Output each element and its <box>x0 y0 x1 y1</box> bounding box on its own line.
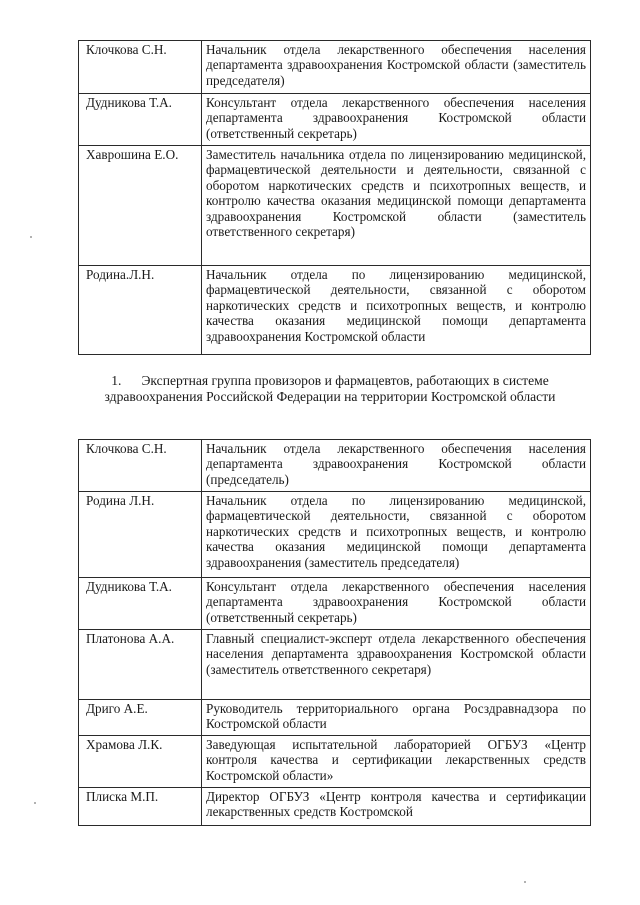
member-position: Консультант отдела лекарственного обеспечения населения департамента здравоохранения Костромской области (ответственный секретарь) <box>202 94 591 146</box>
table-row <box>79 146 591 266</box>
member-position: Директор ОГБУЗ «Центр контроля качества и сертификации лекарственных средств Костромской <box>202 788 591 826</box>
member-position: Начальник отдела лекарственного обеспечения населения департамента здравоохранения Костромской области (заместитель председателя) <box>202 41 591 94</box>
member-position: Заведующая испытательной лабораторией ОГБУЗ «Центр контроля качества и сертификации лекарственных средств Костромской области» <box>202 736 591 788</box>
section-title: Экспертная группа провизоров и фармацевтов, работающих в системе здравоохранения Российской Федерации на территории Костромской области <box>104 373 556 404</box>
expert-group-table <box>78 439 591 826</box>
member-position: Консультант отдела лекарственного обеспечения населения департамента здравоохранения Костромской области (ответственный секретарь) <box>202 578 591 630</box>
table-row <box>79 700 591 736</box>
table-row <box>79 266 591 355</box>
member-name: Плиска М.П. <box>79 788 202 826</box>
member-position: Начальник отдела по лицензированию медицинской, фармацевтической деятельности, связанной с оборотом наркотических средств и психотропных веществ, и контролю качества оказания медицинской помощи департамента здравоохранения (заместитель председателя) <box>202 492 591 578</box>
committee-members-table <box>78 40 591 355</box>
member-name: Родина Л.Н. <box>79 492 202 578</box>
table-row <box>79 94 591 146</box>
member-position: Главный специалист-эксперт отдела лекарственного обеспечения населения департамента здравоохранения Костромской области (заместитель ответственного секретаря) <box>202 630 591 700</box>
member-name: Дудникова Т.А. <box>79 578 202 630</box>
member-position: Начальник отдела по лицензированию медицинской, фармацевтической деятельности, связанной с оборотом наркотических средств и психотропных веществ, и контролю качества оказания медицинской помощи департамента здравоохранения Костромской области <box>202 266 591 355</box>
table-row <box>79 788 591 826</box>
member-name: Платонова А.А. <box>79 630 202 700</box>
member-name: Храмова Л.К. <box>79 736 202 788</box>
member-position: Руководитель территориального органа Росздравнадзора по Костромской области <box>202 700 591 736</box>
member-name: Клочкова С.Н. <box>79 41 202 94</box>
member-position: Начальник отдела лекарственного обеспечения населения департамента здравоохранения Костромской области (председатель) <box>202 440 591 492</box>
member-name: Хаврошина Е.О. <box>79 146 202 266</box>
table-row <box>79 630 591 700</box>
table-row <box>79 736 591 788</box>
scan-speck <box>30 236 32 238</box>
table-row <box>79 578 591 630</box>
scan-speck <box>34 802 36 804</box>
scan-speck <box>524 881 526 883</box>
member-name: Дудникова Т.А. <box>79 94 202 146</box>
section-number: 1. <box>111 373 122 388</box>
member-name: Дриго А.Е. <box>79 700 202 736</box>
table-row <box>79 440 591 492</box>
table-row <box>79 41 591 94</box>
member-name: Клочкова С.Н. <box>79 440 202 492</box>
member-name: Родина.Л.Н. <box>79 266 202 355</box>
member-position: Заместитель начальника отдела по лицензированию медицинской, фармацевтической деятельности и деятельности, связанной с оборотом наркотических средств и психотропных веществ, и контролю качества оказания медицинской помощи департамента здравоохранения Костромской области (заместитель ответственного секретаря) <box>202 146 591 266</box>
table-row <box>79 492 591 578</box>
section-heading <box>100 373 560 404</box>
